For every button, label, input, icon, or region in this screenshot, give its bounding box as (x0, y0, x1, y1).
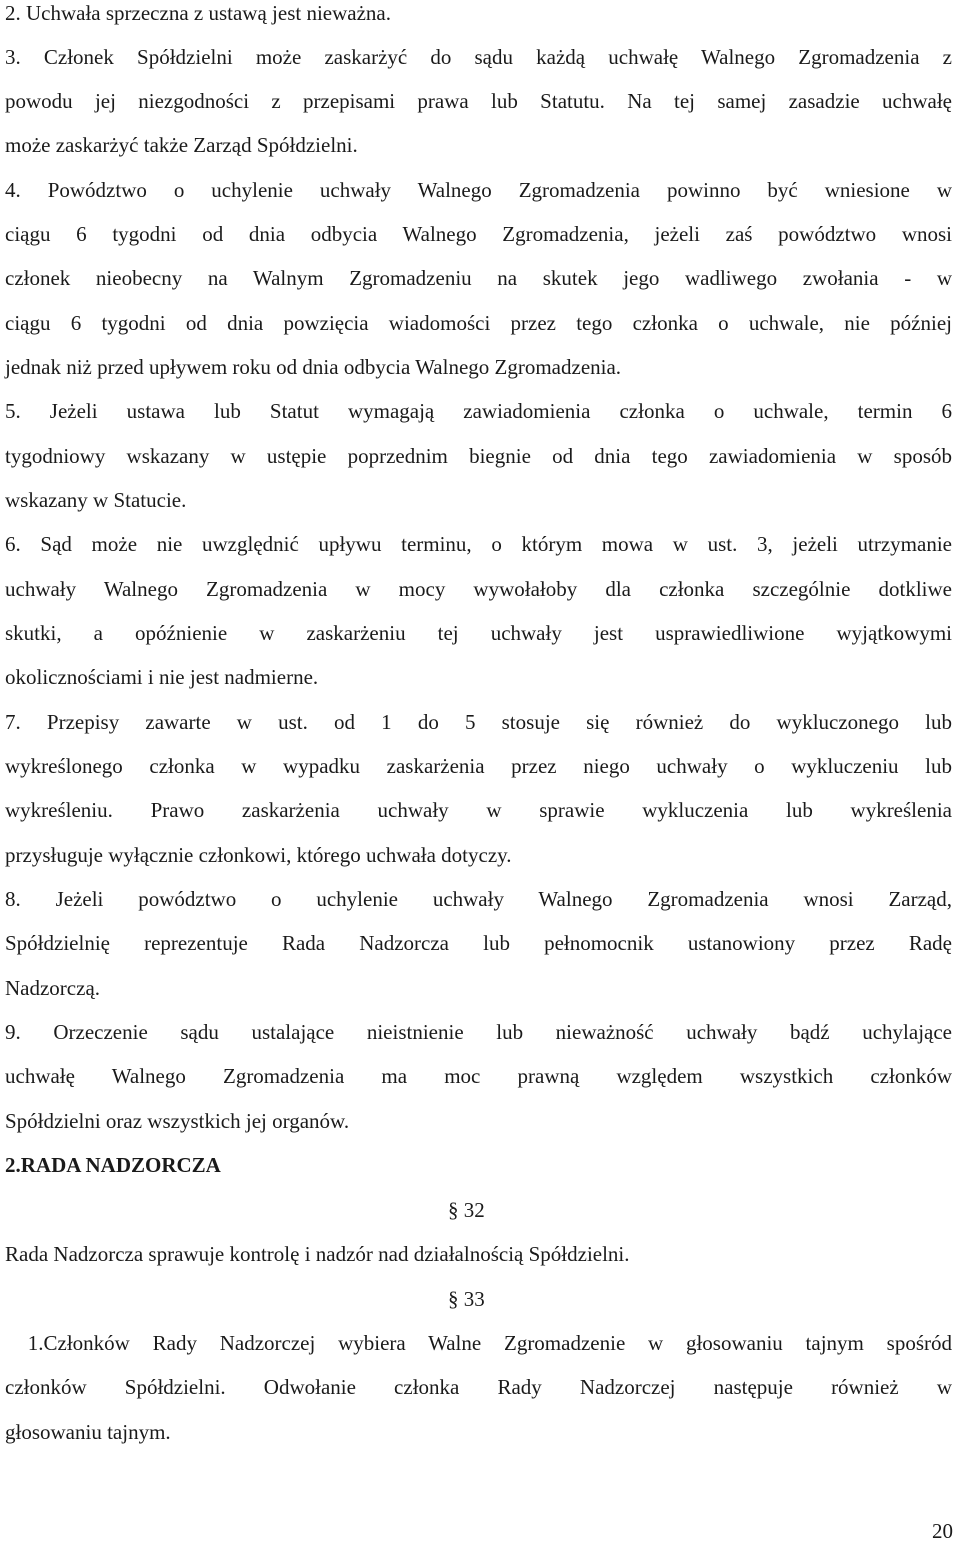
text-line: Nadzorczą. (5, 976, 101, 1000)
text-line: wykreślonego członka w wypadku zaskarżenia przez niego uchwały o wykluczeniu lub (5, 754, 952, 778)
text-line: 9. Orzeczenie sądu ustalające nieistnienie lub nieważność uchwały bądź uchylające (5, 1020, 952, 1044)
text-line: wykreśleniu. Prawo zaskarżenia uchwały w sprawie wykluczenia lub wykreślenia (5, 798, 952, 822)
text-line: 8. Jeżeli powództwo o uchylenie uchwały Walnego Zgromadzenia wnosi Zarząd, (5, 887, 952, 911)
text-line: głosowaniu tajnym. (5, 1420, 171, 1444)
text-line: Spółdzielni oraz wszystkich jej organów. (5, 1109, 350, 1133)
text-line: może zaskarżyć także Zarząd Spółdzielni. (5, 133, 358, 157)
text-line: 6. Sąd może nie uwzględnić upływu terminu, o którym mowa w ust. 3, jeżeli utrzymanie (5, 532, 952, 556)
text-line: uchwały Walnego Zgromadzenia w mocy wywołałoby dla członka szczególnie dotkliwe (5, 577, 952, 601)
text-line: przysługuje wyłącznie członkowi, którego uchwała dotyczy. (5, 843, 512, 867)
text-line: 4. Powództwo o uchylenie uchwały Walnego Zgromadzenia powinno być wniesione w (5, 178, 952, 202)
text-line: ciągu 6 tygodni od dnia odbycia Walnego Zgromadzenia, jeżeli zaś powództwo wnosi (5, 222, 952, 246)
paragraph-sign-32: § 32 (448, 1198, 485, 1222)
text-line: ciągu 6 tygodni od dnia powzięcia wiadomości przez tego członka o uchwale, nie później (5, 311, 952, 335)
text-line: okolicznościami i nie jest nadmierne. (5, 665, 319, 689)
text-line: 5. Jeżeli ustawa lub Statut wymagają zawiadomienia członka o uchwale, termin 6 (5, 399, 952, 423)
text-line: 1.Członków Rady Nadzorczej wybiera Walne Zgromadzenie w głosowaniu tajnym spośród (5, 1331, 952, 1355)
text-line: powodu jej niezgodności z przepisami prawa lub Statutu. Na tej samej zasadzie uchwałę (5, 89, 952, 113)
text-line: Spółdzielnię reprezentuje Rada Nadzorcza lub pełnomocnik ustanowiony przez Radę (5, 931, 952, 955)
paragraph-sign-33: § 33 (448, 1287, 485, 1311)
text-line: uchwałę Walnego Zgromadzenia ma moc prawną względem wszystkich członków (5, 1064, 952, 1088)
text-line: jednak niż przed upływem roku od dnia odbycia Walnego Zgromadzenia. (5, 355, 622, 379)
paragraph-32-text: Rada Nadzorcza sprawuje kontrolę i nadzór nad działalnością Spółdzielni. (5, 1242, 630, 1266)
page-number: 20 (932, 1519, 953, 1543)
text-line: członek nieobecny na Walnym Zgromadzeniu na skutek jego wadliwego zwołania - w (5, 266, 952, 290)
text-line: tygodniowy wskazany w ustępie poprzednim biegnie od dnia tego zawiadomienia w sposób (5, 444, 952, 468)
text-line: 7. Przepisy zawarte w ust. od 1 do 5 stosuje się również do wykluczonego lub (5, 710, 952, 734)
text-line: 2. Uchwała sprzeczna z ustawą jest nieważna. (5, 1, 391, 25)
text-line: 3. Członek Spółdzielni może zaskarżyć do sądu każdą uchwałę Walnego Zgromadzenia z (5, 45, 952, 69)
text-line: wskazany w Statucie. (5, 488, 187, 512)
text-line: członków Spółdzielni. Odwołanie członka Rady Nadzorczej następuje również w (5, 1375, 952, 1399)
section-heading: 2.RADA NADZORCZA (5, 1153, 221, 1177)
text-line: skutki, a opóźnienie w zaskarżeniu tej uchwały jest usprawiedliwione wyjątkowymi (5, 621, 952, 645)
